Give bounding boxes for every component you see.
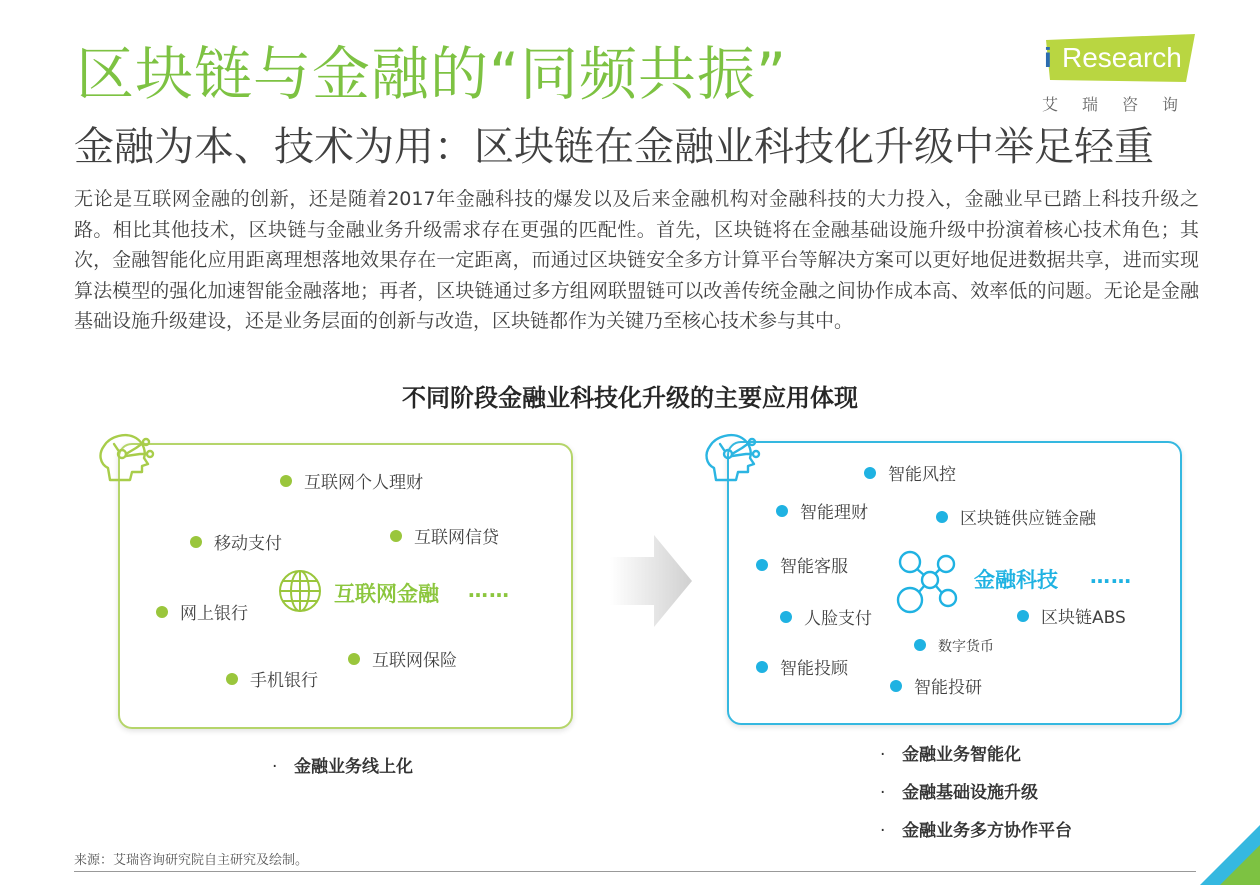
source-note: 来源：艾瑞咨询研究院自主研究及绘制。 xyxy=(74,853,309,868)
page-title: 区块链与金融的“同频共振” xyxy=(76,40,788,108)
body-paragraph: 无论是互联网金融的创新，还是随着2017年金融科技的爆发以及后来金融机构对金融科技的大力投入，金融业早已踏上科技升级之路。相比其他技术，区块链与金融业务升级需求存在更强的匹配性。首先，区块链将在金融基础设施升级中扮演着核心技术角色；其次，金融智能化应用距离理想落地效果存在一定距离，而通过区块链安全多方计算平台等解决方案可以更好地促进数据共享，进而实现算法模型的强化加速智能金融落地；再者，区块链通过多方组网联盟链可以改善传统金融之间协作成本高、效率低的问题。无论是金融基础设施升级建设，还是业务层面的创新与改造，区块链都作为关键乃至核心技术参与其中。 xyxy=(74,188,1199,332)
bullet-dot xyxy=(756,661,768,673)
logo-chinese-name: 艾瑞咨询 xyxy=(1042,95,1203,114)
globe-icon xyxy=(277,568,323,614)
list-item: 数字货币 xyxy=(914,636,994,658)
list-item: 网上银行 xyxy=(156,603,248,625)
bullet-dot xyxy=(156,606,168,618)
corner-decoration xyxy=(1200,825,1260,885)
fintech-label: 金融科技 xyxy=(974,568,1058,592)
stage-bullet: · 金融业务线上化 xyxy=(272,757,413,777)
bullet-dot xyxy=(756,559,768,571)
arrow-right-icon xyxy=(610,535,694,627)
brain-head-icon xyxy=(96,428,158,486)
bullet-dot xyxy=(226,673,238,685)
list-item: 互联网个人理财 xyxy=(280,472,423,494)
logo-wordmark: Research xyxy=(1062,42,1182,73)
list-item: 互联网信贷 xyxy=(390,527,499,549)
bullet-dot xyxy=(390,530,402,542)
bullet-dot xyxy=(776,505,788,517)
list-item: 互联网保险 xyxy=(348,650,457,672)
ellipsis: …… xyxy=(1090,564,1132,588)
stage-bullet: · 金融基础设施升级 xyxy=(880,783,1038,803)
bullet-dot xyxy=(1017,610,1029,622)
list-item: 人脸支付 xyxy=(780,608,872,630)
list-item: 智能投顾 xyxy=(756,658,848,680)
page-subtitle: 金融为本、技术为用：区块链在金融业科技化升级中举足轻重 xyxy=(74,124,1154,170)
bullet-dot xyxy=(936,511,948,523)
brain-head-icon xyxy=(702,428,764,486)
bullet-dot xyxy=(348,653,360,665)
list-item: 区块链ABS xyxy=(1017,607,1126,629)
list-item: 智能理财 xyxy=(776,502,868,524)
section-title: 不同阶段金融业科技化升级的主要应用体现 xyxy=(402,384,858,412)
list-item: 手机银行 xyxy=(226,670,318,692)
list-item: 智能投研 xyxy=(890,677,982,699)
bullet-dot xyxy=(280,475,292,487)
ellipsis: …… xyxy=(468,578,510,602)
list-item: 移动支付 xyxy=(190,533,282,555)
bullet-dot xyxy=(914,639,926,651)
bullet-dot xyxy=(864,467,876,479)
network-molecule-icon xyxy=(890,546,962,618)
list-item: 区块链供应链金融 xyxy=(936,508,1096,530)
footer-divider xyxy=(74,871,1196,872)
bullet-dot xyxy=(190,536,202,548)
internet-finance-label: 互联网金融 xyxy=(334,582,439,606)
stage-bullet: · 金融业务智能化 xyxy=(880,745,1021,765)
list-item: 智能风控 xyxy=(864,464,956,486)
iresearch-logo xyxy=(1040,34,1203,114)
logo-i: i xyxy=(1044,42,1052,73)
bullet-dot xyxy=(890,680,902,692)
bullet-dot xyxy=(780,611,792,623)
list-item: 智能客服 xyxy=(756,556,848,578)
stage-bullet: · 金融业务多方协作平台 xyxy=(880,821,1072,841)
